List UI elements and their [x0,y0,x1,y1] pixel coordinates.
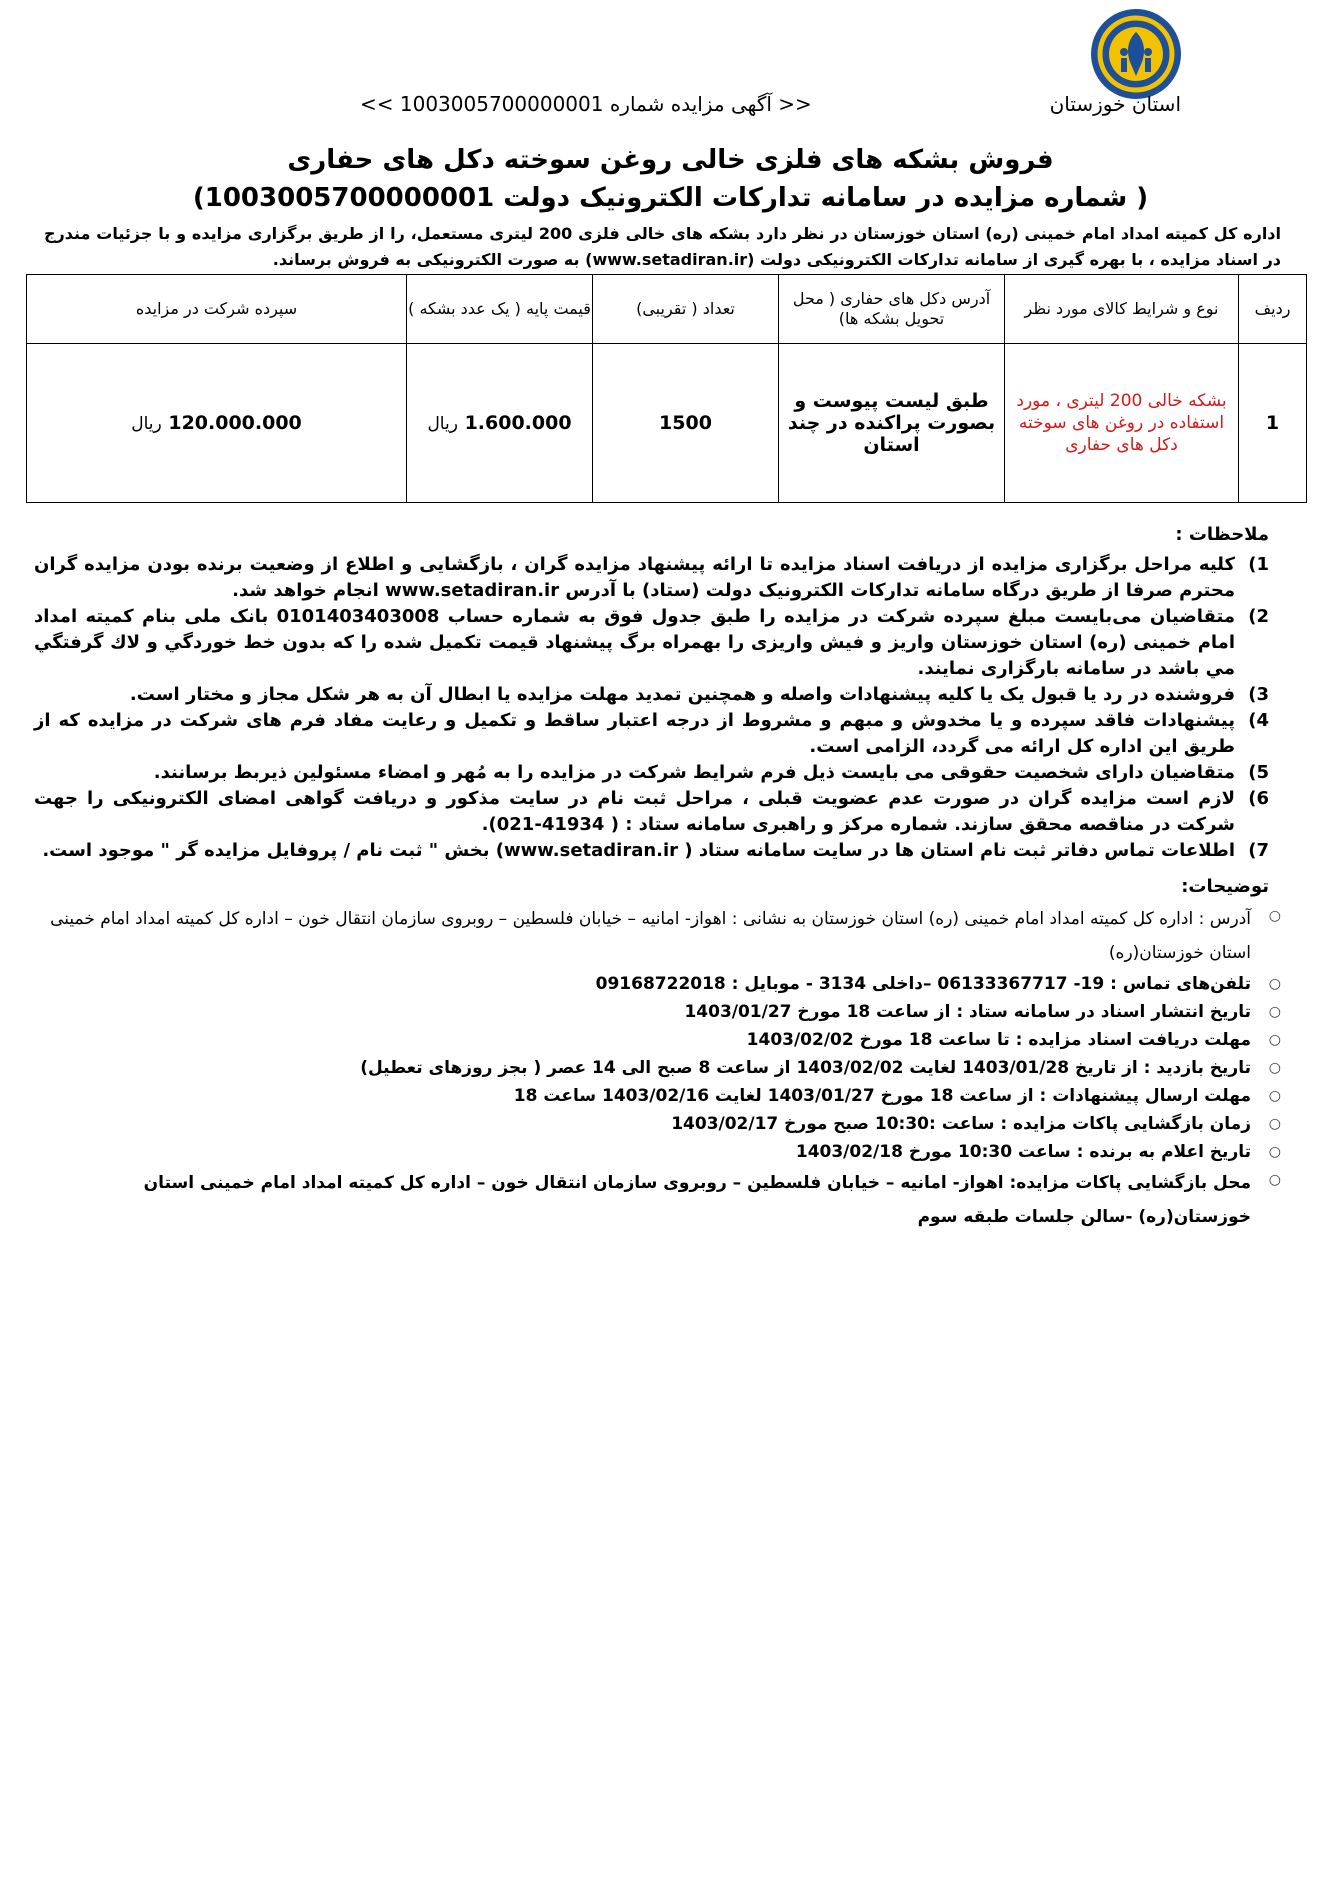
auction-items-table [26,274,1307,503]
note-text: فروشنده در رد یا قبول یک یا کلیه پیشنهادات واصله و همچنین تمدید مهلت مزایده یا ابطال آن به هر شکل مجاز و مختار است. [129,684,1235,705]
desc-text: تاریخ بازدید : از تاریخ 1403/01/28 لغایت 1403/02/02 از ساعت 8 صبح الی 14 عصر ( بجز روزهای تعطیل) [360,1058,1251,1078]
desc-text: اداره کل کمیته امداد امام خمینی (ره) استان خوزستان به نشانی : اهواز- امانیه – خیابان فلسطین – روبروی سازمان انتقال خون – اداره کل کمیته امداد امام خمینی استان خوزستان(ره) [50,909,1251,963]
list-item [34,1110,1281,1138]
note-number: 7) [1248,840,1269,861]
base-price-unit: ریال [427,414,458,434]
list-item [34,1166,1281,1234]
deposit-unit: ریال [131,414,162,434]
bullet-icon: ○ [1268,976,1281,992]
list-item [34,1082,1281,1110]
desc-text: مهلت ارسال پیشنهادات : از ساعت 18 مورخ 1403/01/27 لغایت 1403/02/16 ساعت 18 [513,1086,1251,1106]
notes-heading: ملاحظات : [1175,524,1269,545]
desc-text: تاریخ اعلام به برنده : ساعت 10:30 مورخ 1403/02/18 [795,1142,1251,1162]
note-item [34,838,1269,864]
bullet-icon: ○ [1268,1088,1281,1104]
cell-base-price [407,344,593,503]
note-number: 1) [1248,554,1269,575]
note-number: 6) [1248,788,1269,809]
col-header-count: تعداد ( تقریبی) [593,275,779,344]
note-item [34,708,1269,760]
note-text: کلیه مراحل برگزاری مزایده از دریافت اسناد مزایده تا ارائه پیشنهاد مزایده گران ، بازگشایی و اطلاع از وضعیت برنده بودن مزایده گران محترم صرفا از طریق درگاه سامانه تدارکات الکترونیک دولت (ستاد) با آدرس www.setadiran.ir انجام خواهد شد. [34,554,1235,601]
col-header-address: آدرس دکل های حفاری ( محل تحویل بشکه ها) [779,275,1005,344]
intro-paragraph: اداره کل کمیته امداد امام خمینی (ره) استان خوزستان در نظر دارد بشکه های خالی فلزی 200 لیتری مستعمل، را از طریق برگزاری مزایده و با جزئیات مندرج در اسناد مزایده ، با بهره گیری از سامانه تدارکات الکترونیکی دولت (www.setadiran.ir) به صورت الکترونیکی به فروش برساند. [44,224,1281,269]
note-number: 5) [1248,762,1269,783]
desc-text: تاریخ انتشار اسناد در سامانه ستاد : از ساعت 18 مورخ 1403/01/27 [684,1002,1251,1022]
ad-number: << آگهی مزایده شماره 1003005700000001 >> [360,92,812,116]
deposit-value: 120.000.000 [168,412,302,434]
bullet-icon: ○ [1268,1116,1281,1132]
desc-text: مهلت دریافت اسناد مزایده : تا ساعت 18 مورخ 1403/02/02 [746,1030,1251,1050]
desc-label: تلفن‌های تماس : [1104,974,1251,994]
note-number: 3) [1248,684,1269,705]
col-header-item: نوع و شرایط کالای مورد نظر [1005,275,1239,344]
bullet-icon: ○ [1268,1032,1281,1048]
auction-number-subtitle: ( شماره مزایده در سامانه تدارکات الکترونیک دولت 1003005700000001) [192,183,1149,213]
note-number: 2) [1248,606,1269,627]
note-text: متقاضیان دارای شخصیت حقوقی می بایست ذیل فرم شرایط شرکت در مزایده را به مُهر و امضاء مسئولین ذیربط برسانند. [153,762,1235,783]
base-price-value: 1.600.000 [464,412,572,434]
page-title: فروش بشکه های فلزی خالی روغن سوخته دکل های حفاری [287,145,1054,175]
descriptions-heading: توضیحات: [1181,876,1269,897]
desc-text: 19- 06133367717 –داخلی 3134 - موبایل : 09168722018 [595,974,1105,994]
cell-deposit [27,344,407,503]
note-item [34,760,1269,786]
cell-count: 1500 [593,344,779,503]
col-header-deposit: سپرده شرکت در مزایده [27,275,407,344]
cell-address: طبق لیست پیوست و بصورت پراکنده در چند استان [779,344,1005,503]
note-item [34,604,1269,682]
desc-label: آدرس : [1193,909,1251,929]
list-item [34,1026,1281,1054]
list-item [34,1054,1281,1082]
bullet-icon: ○ [1268,908,1281,924]
list-item [34,1138,1281,1166]
bullet-icon: ○ [1268,1060,1281,1076]
list-item [34,998,1281,1026]
note-text: متقاضیان می‌بایست مبلغ سپرده شرکت در مزایده را طبق جدول فوق به شماره حساب 0101403403008 بانک ملی بنام کمیته امداد امام خمینی (ره) استان خوزستان واریز و فیش واریزی را بهمراه برگ پیشنهاد قیمت تکمیل شده را که بدون خط خوردگي و لاك گرفتگي مي باشد در سامانه بارگزاری نمایند. [34,606,1235,679]
col-header-base-price: قیمت پایه ( یک عدد بشکه ) [407,275,593,344]
province-label: استان خوزستان [1049,92,1181,116]
note-text: لازم است مزایده گران در صورت عدم عضویت قبلی ، مراحل ثبت نام در سایت مذکور و دریافت گواهی امضای الکترونیکی را جهت شرکت در مناقصه محقق سازند. شماره مرکز و راهبری سامانه ستاد : ( 41934-021). [34,788,1235,835]
note-item [34,786,1269,838]
bullet-icon: ○ [1268,1004,1281,1020]
emdad-emblem-icon [1088,6,1184,102]
note-text: اطلاعات تماس دفاتر ثبت نام استان ها در سایت سامانه ستاد ( www.setadiran.ir) بخش " ثبت نام / پروفایل مزایده گر " موجود است. [42,840,1235,861]
note-number: 4) [1248,710,1269,731]
note-item [34,552,1269,604]
list-item [34,902,1281,970]
bullet-icon: ○ [1268,1172,1281,1188]
cell-item: بشکه خالی 200 لیتری ، مورد استفاده در روغن های سوخته دکل های حفاری [1005,344,1239,503]
note-text: پیشنهادات فاقد سپرده و یا مخدوش و مبهم و مشروط از درجه اعتبار ساقط و تکمیل و رعایت مفاد فرم های شرکت در مزایده که از طریق این اداره کل ارائه می گردد، الزامی است. [34,710,1235,757]
desc-text: زمان بازگشایی پاکات مزایده : ساعت :10:30 صبح مورخ 1403/02/17 [671,1114,1251,1134]
cell-index: 1 [1239,344,1307,503]
notes-section [34,522,1269,864]
list-item [34,970,1281,998]
descriptions-list [34,902,1281,1234]
col-header-index: ردیف [1239,275,1307,344]
note-item [34,682,1269,708]
table-header-row [27,275,1307,344]
desc-text: محل بازگشایی پاکات مزایده: اهواز- امانیه – خیابان فلسطین – روبروی سازمان انتقال خون – اداره کل کمیته امداد امام خمینی استان خوزستان(ره) -سالن جلسات طبقه سوم [143,1173,1251,1227]
table-row [27,344,1307,503]
bullet-icon: ○ [1268,1144,1281,1160]
